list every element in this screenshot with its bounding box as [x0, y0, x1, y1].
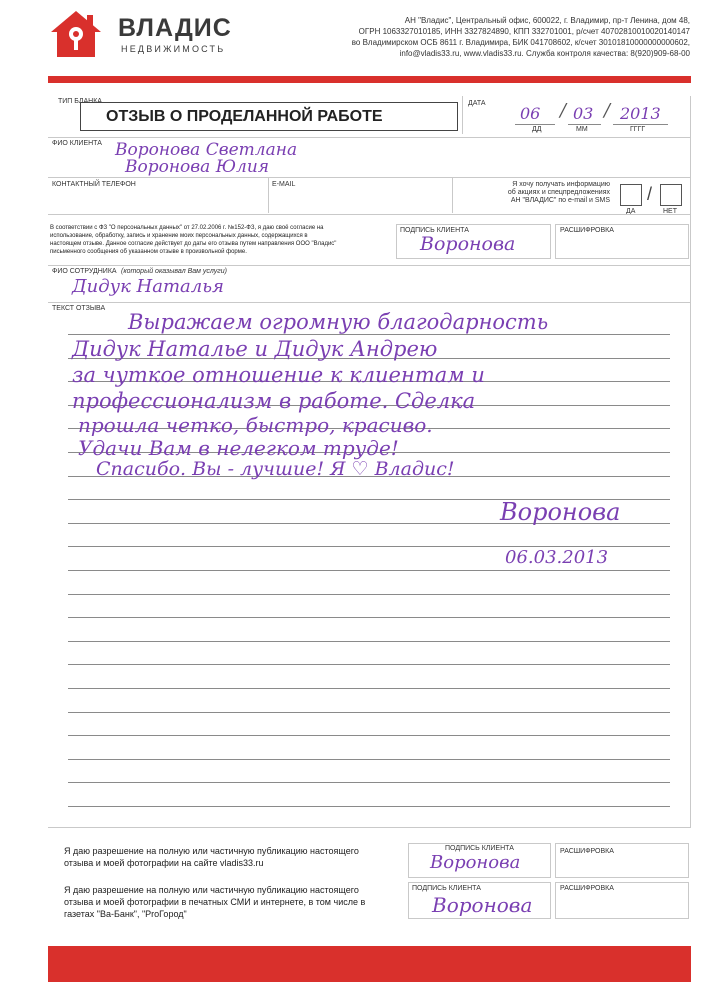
- date-month: 03: [573, 104, 594, 123]
- subscribe-text-line: об акциях и спецпредложениях: [507, 189, 610, 196]
- review-writing-line: [68, 806, 670, 807]
- review-text-line: Удачи Вам в нелегком труде!: [78, 436, 399, 460]
- employee-name: Дидук Наталья: [72, 276, 224, 297]
- subscribe-yes-checkbox[interactable]: [620, 184, 642, 206]
- company-details-line: info@vladis33.ru, www.vladis33.ru. Служба контроля качества: 8(920)909-68-00: [399, 49, 690, 58]
- review-label: ТЕКСТ ОТЗЫВА: [52, 305, 106, 312]
- review-signature: Воронова: [500, 498, 621, 526]
- divider: [48, 137, 691, 138]
- media-decode-label: РАСШИФРОВКА: [560, 885, 614, 892]
- review-text-line: профессионализм в работе. Сделка: [72, 389, 476, 413]
- form-title: ОТЗЫВ О ПРОДЕЛАННОЙ РАБОТЕ: [106, 108, 383, 125]
- employee-label-note: (который оказывал Вам услуги): [121, 268, 227, 275]
- consent-text-line: письменного сообщения об указанном отзыве в произвольной форме.: [50, 249, 247, 255]
- publish-media-text-line: Я даю разрешение на полную или частичную публикацию настоящего: [64, 885, 359, 895]
- date-day-line: [515, 124, 555, 125]
- review-writing-line: [68, 664, 670, 665]
- review-text-line: Спасибо. Вы - лучшие! Я ♡ Владис!: [96, 458, 455, 480]
- media-signature-label: ПОДПИСЬ КЛИЕНТА: [412, 885, 481, 892]
- media-signature: Воронова: [432, 893, 533, 917]
- review-text-line: Дидук Наталье и Дидук Андрею: [72, 337, 438, 361]
- consent-text-line: использование, обработку, запись и хранение моих персональных данных, содержащихся в: [50, 233, 308, 239]
- review-writing-line: [68, 759, 670, 760]
- date-separator-2: /: [604, 100, 611, 121]
- review-text-line: прошла четко, быстро, красиво.: [78, 413, 433, 437]
- divider: [48, 177, 691, 178]
- form-type-label: ТИП БЛАНКА: [58, 98, 102, 105]
- date-label: ДАТА: [468, 100, 486, 107]
- client-name-value: Воронова Юлия: [125, 157, 270, 177]
- publish-media-text-line: отзыва и моей фотографии в печатных СМИ и интернете, в том числе в: [64, 897, 366, 907]
- client-name-label: ФИО КЛИЕНТА: [52, 140, 102, 147]
- subscribe-text-line: АН "ВЛАДИС" по e-mail и SMS: [510, 197, 610, 204]
- date-separator-1: /: [560, 100, 567, 121]
- publish-media-text-line: газетах "Ва-Банк", "ProГород": [64, 909, 187, 919]
- consent-text: [50, 224, 390, 256]
- employee-label: ФИО СОТРУДНИКА: [52, 268, 117, 275]
- company-details: [300, 15, 690, 59]
- date-year: 2013: [620, 104, 661, 123]
- company-details-line: во Владимирском ОСБ 8611 г. Владимира, БИК 041708602, к/счет 30101810000000000602,: [351, 38, 690, 47]
- client-signature-label: ПОДПИСЬ КЛИЕНТА: [400, 227, 469, 234]
- review-writing-line: [68, 782, 670, 783]
- brand-subtitle: НЕДВИЖИМОСТЬ: [121, 44, 226, 54]
- subscribe-text: [480, 181, 610, 205]
- consent-text-line: В соответствии с ФЗ "О персональных данных" от 27.02.2006 г. №152-ФЗ, я даю своё согласие на: [50, 225, 324, 231]
- divider: [48, 214, 691, 215]
- review-writing-line: [68, 594, 670, 595]
- no-caption: НЕТ: [663, 208, 677, 215]
- review-text-line: Выражаем огромную благодарность: [128, 310, 549, 334]
- header-red-bar: [48, 76, 691, 83]
- subscribe-text-line: Я хочу получать информацию: [512, 181, 610, 188]
- client-name-value: Воронова Светлана: [115, 140, 298, 160]
- review-writing-line: [68, 735, 670, 736]
- review-writing-line: [68, 570, 670, 571]
- review-writing-line: [68, 688, 670, 689]
- publish-site-text: [64, 845, 359, 869]
- consent-text-line: настоящем отзыве. Данное согласие действует до даты его отзыва путем направления ООО "Владис": [50, 241, 337, 247]
- date-year-line: [613, 124, 668, 125]
- date-month-line: [568, 124, 601, 125]
- review-writing-line: [68, 641, 670, 642]
- house-logo-icon: [50, 10, 102, 58]
- review-writing-line: [68, 617, 670, 618]
- company-details-line: ОГРН 1063327010185, ИНН 3327824890, КПП 332701001, р/счет 40702810010020140147: [358, 27, 690, 36]
- phone-label: КОНТАКТНЫЙ ТЕЛЕФОН: [52, 181, 136, 188]
- brand-name: ВЛАДИС: [118, 14, 232, 42]
- company-details-line: АН "Владис", Центральный офис, 600022, г. Владимир, пр-т Ленина, дом 48,: [404, 16, 690, 25]
- divider: [48, 302, 691, 303]
- footer-red-bar: [48, 946, 691, 982]
- decode-label: РАСШИФРОВКА: [560, 227, 614, 234]
- divider: [268, 177, 269, 213]
- publish-site-text-line: Я даю разрешение на полную или частичную публикацию настоящего: [64, 846, 359, 856]
- divider: [452, 177, 453, 213]
- review-text-line: за чуткое отношение к клиентам и: [72, 363, 485, 387]
- checkbox-separator: /: [647, 184, 653, 204]
- review-writing-line: [68, 334, 670, 335]
- site-decode-label: РАСШИФРОВКА: [560, 848, 614, 855]
- date-day-caption: ДД: [532, 126, 542, 133]
- email-label: E-MAIL: [272, 181, 296, 188]
- yes-caption: ДА: [626, 208, 636, 215]
- date-month-caption: ММ: [576, 126, 588, 133]
- review-writing-line: [68, 712, 670, 713]
- date-year-caption: ГГГГ: [630, 126, 646, 133]
- review-date: 06.03.2013: [505, 547, 609, 568]
- date-day: 06: [520, 104, 541, 123]
- divider: [48, 265, 691, 266]
- client-signature: Воронова: [420, 233, 516, 255]
- divider: [462, 96, 463, 134]
- site-signature: Воронова: [430, 852, 521, 873]
- publish-site-text-line: отзыва и моей фотографии на сайте vladis33.ru: [64, 858, 264, 868]
- publish-media-text: [64, 884, 365, 920]
- site-signature-label: ПОДПИСЬ КЛИЕНТА: [445, 845, 514, 852]
- subscribe-no-checkbox[interactable]: [660, 184, 682, 206]
